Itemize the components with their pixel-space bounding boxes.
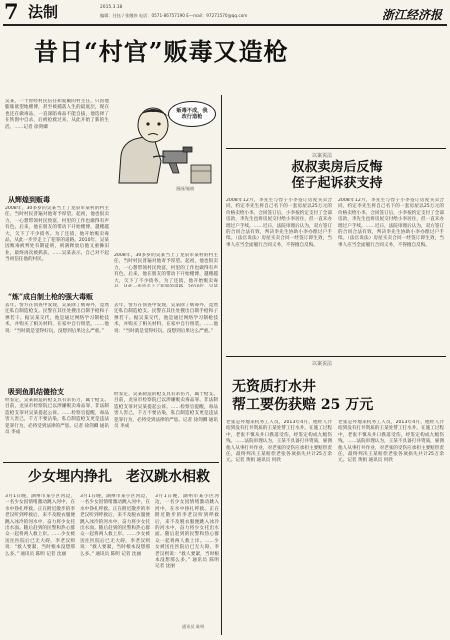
section-title: 法制	[28, 3, 59, 21]
sec3-body: 经鉴定，吴某制造的枪支具有杀伤力，属于枪支。目前，龙泉市检察院已以涉嫌贩卖毒品罪、非法制造枪支罪对吴某提起公诉。……检察官提醒，毒品害人害己，千万不要沾染，私自制造枪支更是违法犯罪行为，必将受到法律的严惩。记者 徐剑卿 通讯员 李成	[5, 398, 109, 436]
header-rule	[3, 24, 447, 26]
feature-body-3: 3月1日晚，湖州市某小区河边，一名少女因情绪激动跳入河中，在水中挣扎呼救。正在附近散步的李老汉听到呼救后，来不及脱衣服便跳入冰冷的河水中，奋力将少女托出水面。随后赶到的民警和热心群众一起将两人救上岸。……少女被送往医院后已无大碍，李老汉则说：“救人要紧，当时根本没想那么多。” 通讯员 陈明 记者 沈丽	[155, 494, 219, 570]
right-bottom-column-tag: 以案说法	[312, 361, 333, 367]
feature-title: 少女埋内挣扎 老汉跳水相救	[28, 469, 210, 485]
right-bottom-body-2: 老张是外地来杭务工人员，2013年4月，他经人介绍到没有打井资质的王某处帮工打水井。在施工过程中，老张不慎从井口跌落受伤，经鉴定构成九级伤残。……法院审理认为，王某不具备打井资质，雇佣他人从事打井作业，对老张的受伤应承担主要赔偿责任，最终判决王某赔偿老张各项损失共计25万余元。记者 黄娟 通讯员 何欣	[338, 420, 444, 464]
speech-bubble	[168, 101, 216, 127]
sec1-body-right: 2008年，30多岁的吴某当上了龙泉市某村的村主任，当时村民普遍对他寄予厚望。起初，他也很卖力，一心想带领村民致富，村里的工作也做得有声有色。后来，他在朋友的带动下开始赌博，越赌越大，欠下了不少债务。为了还债，他开始贩卖毒	[114, 253, 218, 284]
sec1-heading: 从辉煌到贩毒	[8, 195, 50, 204]
right-top-column-tag: 以案说法	[312, 153, 333, 159]
right-top-body-1: 2008年12月，李先生与侄子小李签订房屋买卖合同，约定李先生将自己名下的一套房屋以25万元的价格卖给小李。合同签订后，小李按约定支付了全部房款，李先生也将房屋交付给小李居住，但一直未办理过户手续。……近日，法院审理后认为，双方签订的合同合法有效，判决李先生协助小李办理过户手续。（法官说法）房屋买卖合同一经签订即生效，当事人应当全面履行合同义务，不得擅自反悔。	[226, 198, 332, 248]
right-top-rule	[226, 148, 446, 149]
feature-body-2: 3月1日晚，湖州市某小区河边，一名少女因情绪激动跳入河中，在水中挣扎呼救。正在附近散步的李老汉听到呼救后，来不及脱衣服便跳入冰冷的河水中，奋力将少女托出水面。随后赶到的民警和热心群众一起将两人救上岸。……少女被送往医院后已无大碍，李老汉则说：“救人要紧，当时根本没想那么多。” 通讯员 陈明 记者 沈丽	[80, 494, 150, 557]
lead-bottom-rule	[3, 462, 219, 463]
sec3-heading: 吸到鱼肌结傻拾支	[8, 387, 64, 396]
column-divider	[221, 95, 222, 635]
page-number: 7	[4, 0, 19, 24]
header-date: 2015.3.18	[100, 5, 123, 10]
header-editors: 编辑：任钰 / 张继炜 电话：0571-86757190 E—mail：97271570@qq.com	[100, 13, 248, 18]
lead-title: 昔日“村官”贩毒又造枪	[34, 37, 289, 66]
lead-intro: 吴某，一个曾经村民信任和爱戴的村主任，只因他膨胀欲望地赌博，甚至被捕落人生的最底层，现在也还在做毒品，一直深陷毒品不能自拔，他选择了在铁窗中自杀，后被抢救过来，从此开始了新的生活。……记者 徐剑卿	[5, 99, 109, 130]
right-bottom-rule	[226, 356, 446, 357]
bubble-text: 贩毒不成，我改行造枪	[176, 107, 208, 120]
feature-byline: 通讯员 陈明	[182, 624, 205, 629]
cartoon-credit: 漫画/施晓	[176, 186, 195, 191]
right-bottom-title: 无资质打水井 帮工要伤获赔 25 万元	[232, 379, 374, 413]
sec2-body: 去年，警方在侦查中发现，吴某除了贩毒外，竟然还私自制造枪支。民警在其住处搜出自制手枪和子弹若干。据吴某交代，他是通过网络学习制枪技术，并购买了相关材料，在家中自行组装。……他说：“当时就是觉得好玩，没想到后果这么严重。”	[5, 303, 109, 334]
sec1-body-left: 2008年，30多岁的吴某当上了龙泉市某村的村主任，当时村民普遍对他寄予厚望。起初，他也很卖力，一心想带领村民致富，村里的工作也做得有声有色。后来，他在朋友的带动下开始赌博，越赌越大，欠下了不少债务。为了还债，他开始贩卖毒品，从此一步步走上了犯罪的道路。2010年，吴某因贩毒被判处有期徒刑，刑满释放后他又重操旧业，最终再次被抓获。……吴某表示，自己对不起当初信任他的村民。	[5, 206, 109, 263]
sec3-body-mid: 经鉴定，吴某制造的枪支具有杀伤力，属于枪支。目前，龙泉市检察院已以涉嫌贩卖毒品罪、非法制造枪支罪对吴某提起公诉。……检察官提醒，毒品害人害己，千万不要沾染，私自制造枪支更是违法犯罪行为，必将受到法律的严惩。记者 徐剑卿 通讯员 李成	[114, 392, 218, 430]
right-top-body-2: 2008年12月，李先生与侄子小李签订房屋买卖合同，约定李先生将自己名下的一套房屋以25万元的价格卖给小李。合同签订后，小李按约定支付了全部房款，李先生也将房屋交付给小李居住，但一直未办理过户手续。……近日，法院审理后认为，双方签订的合同合法有效，判决李先生协助小李办理过户手续。（法官说法）房屋买卖合同一经签订即生效，当事人应当全面履行合同义务，不得擅自反悔。	[338, 198, 444, 248]
paper-name: 浙江经济报	[381, 8, 442, 22]
sec2-body-mid: 去年，警方在侦查中发现，吴某除了贩毒外，竟然还私自制造枪支。民警在其住处搜出自制手枪和子弹若干。据吴某交代，他是通过网络学习制枪技术，并购买了相关材料，在家中自行组装。……他说：“当时就是觉得好玩，没想到后果这么严重。”	[114, 303, 218, 334]
sec2-heading: “炼”成自制土枪的强大毒贩	[8, 292, 94, 301]
feature-body-1: 3月1日晚，湖州市某小区河边，一名少女因情绪激动跳入河中，在水中挣扎呼救。正在附近散步的李老汉听到呼救后，来不及脱衣服便跳入冰冷的河水中，奋力将少女托出水面。随后赶到的民警和热心群众一起将两人救上岸。……少女被送往医院后已无大碍，李老汉则说：“救人要紧，当时根本没想那么多。” 通讯员 陈明 记者 沈丽	[5, 494, 75, 557]
right-bottom-body-1: 老张是外地来杭务工人员，2013年4月，他经人介绍到没有打井资质的王某处帮工打水井。在施工过程中，老张不慎从井口跌落受伤，经鉴定构成九级伤残。……法院审理认为，王某不具备打井资质，雇佣他人从事打井作业，对老张的受伤应承担主要赔偿责任，最终判决王某赔偿老张各项损失共计25万余元。记者 黄娟 通讯员 何欣	[226, 420, 332, 464]
right-top-title: 叔叔卖房后反悔 侄子起诉获支持	[291, 160, 383, 191]
